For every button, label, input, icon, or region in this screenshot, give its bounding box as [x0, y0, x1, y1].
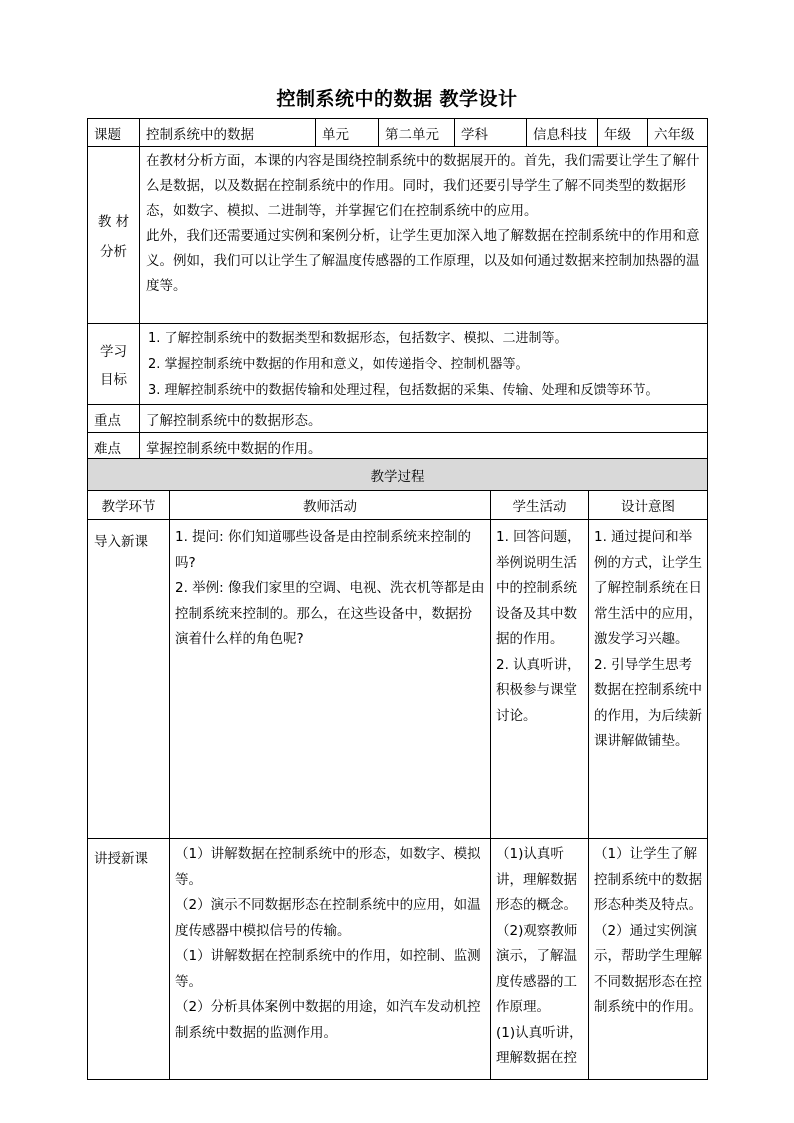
key-point-label: 重点: [88, 405, 140, 433]
goals-content: [140, 324, 708, 405]
intent-item: 2. 引导学生思考数据在控制系统中的作用，为后续新课讲解做铺垫。: [594, 656, 702, 749]
goals-label-line2: 目标: [100, 372, 127, 388]
subject-label: 学科: [455, 119, 527, 147]
key-point-value: 了解控制系统中的数据形态。: [140, 405, 708, 433]
difficulty-value: 掌握控制系统中数据的作用。: [140, 433, 708, 461]
info-row: [88, 119, 708, 147]
student-activity-new-lesson: [491, 839, 589, 1080]
analysis-paragraph-2: 此外，我们还需要通过实例和案例分析，让学生更加深入地了解数据在控制系统中的作用和意义。例如，我们可以让学生了解温度传感器的工作原理，以及如何通过数据来控制加热器的温度等。: [146, 228, 700, 294]
goal-item: 2. 掌握控制系统中数据的作用和意义，如传递指令、控制机器等。: [148, 357, 529, 372]
analysis-label-line2: 分析: [100, 244, 127, 260]
student-item: （1)认真听讲，理解数据形态的概念。: [496, 846, 577, 913]
student-item: (1)认真听讲，理解数据在控: [496, 1024, 583, 1066]
process-row-intro: [88, 520, 708, 839]
design-intent-intro: [589, 520, 708, 839]
intent-item: （1）让学生了解控制系统中的数据形态种类及特点。: [594, 846, 702, 913]
goals-label-line1: 学习: [100, 344, 127, 360]
student-item: 2. 认真听讲，积极参与课堂讨论。: [496, 656, 581, 724]
student-activity-intro: [491, 520, 589, 839]
header-stage: 教学环节: [88, 491, 170, 520]
analysis-label-line1: 教 材: [97, 214, 130, 230]
grade-value: 六年级: [648, 119, 708, 147]
process-title-row: [88, 459, 708, 491]
process-header-row: [88, 491, 708, 520]
analysis-content: [140, 147, 708, 324]
header-student: 学生活动: [491, 491, 589, 520]
goals-label: [88, 324, 140, 405]
student-item: 1. 回答问题，举例说明生活中的控制系统设备及其中数据的作用。: [496, 529, 581, 647]
intent-item: （2）通过实例演示，帮助学生理解不同数据形态在控制系统中的作用。: [594, 922, 702, 1015]
analysis-label: [88, 147, 140, 324]
grade-label: 年级: [598, 119, 648, 147]
unit-label: 单元: [316, 119, 379, 147]
stage-new-lesson: 讲授新课: [88, 839, 170, 1080]
topic-label: 课题: [88, 119, 140, 147]
goals-row: [88, 324, 708, 405]
teacher-item: 1. 提问: 你们知道哪些设备是由控制系统来控制的吗?: [175, 529, 472, 571]
teacher-activity-intro: [170, 520, 491, 839]
analysis-paragraph-1: 在教材分析方面，本课的内容是围绕控制系统中的数据展开的。首先，我们需要让学生了解什么是数据，以及数据在控制系统中的作用。同时，我们还要引导学生了解不同类型的数据形态，如数字、模拟、二进制等，并掌握它们在控制系统中的应用。: [146, 153, 700, 219]
teacher-item: 2. 举例: 像我们家里的空调、电视、洗衣机等都是由控制系统来控制的。那么，在这些设备中，数据扮演着什么样的角色呢?: [175, 580, 485, 647]
analysis-row: [88, 147, 708, 324]
intent-item: 1. 通过提问和举例的方式，让学生了解控制系统在日常生活中的应用，激发学习兴趣。: [594, 529, 702, 647]
document-title: 控制系统中的数据 教学设计: [276, 88, 518, 110]
student-item: （2)观察教师演示，了解温度传感器的工作原理。: [496, 922, 578, 1015]
goal-item: 1. 了解控制系统中的数据类型和数据形态，包括数字、模拟、二进制等。: [148, 331, 568, 346]
header-teacher: 教师活动: [170, 491, 491, 520]
teacher-item: （2）演示不同数据形态在控制系统中的应用，如温度传感器中模拟信号的传输。: [175, 897, 481, 939]
teaching-process-table: [87, 458, 708, 1080]
teacher-item: （1）讲解数据在控制系统中的形态，如数字、模拟等。: [175, 846, 481, 888]
design-intent-new-lesson: [589, 839, 708, 1080]
stage-intro: 导入新课: [88, 520, 170, 839]
process-row-new-lesson: [88, 839, 708, 1080]
teacher-activity-new-lesson: [170, 839, 491, 1080]
difficulty-row: [88, 433, 708, 461]
key-point-row: [88, 405, 708, 433]
process-title: 教学过程: [88, 459, 708, 491]
lesson-info-table: [87, 118, 708, 461]
teacher-item: （2）分析具体案例中数据的用途，如汽车发动机控制系统中数据的监测作用。: [175, 999, 481, 1041]
difficulty-label: 难点: [88, 433, 140, 461]
teacher-item: （1）讲解数据在控制系统中的作用，如控制、监测等。: [175, 948, 481, 990]
topic-value: 控制系统中的数据: [140, 119, 316, 147]
unit-value: 第二单元: [379, 119, 455, 147]
subject-value: 信息科技: [527, 119, 598, 147]
header-intent: 设计意图: [589, 491, 708, 520]
goal-item: 3. 理解控制系统中的数据传输和处理过程，包括数据的采集、传输、处理和反馈等环节。: [148, 383, 659, 398]
